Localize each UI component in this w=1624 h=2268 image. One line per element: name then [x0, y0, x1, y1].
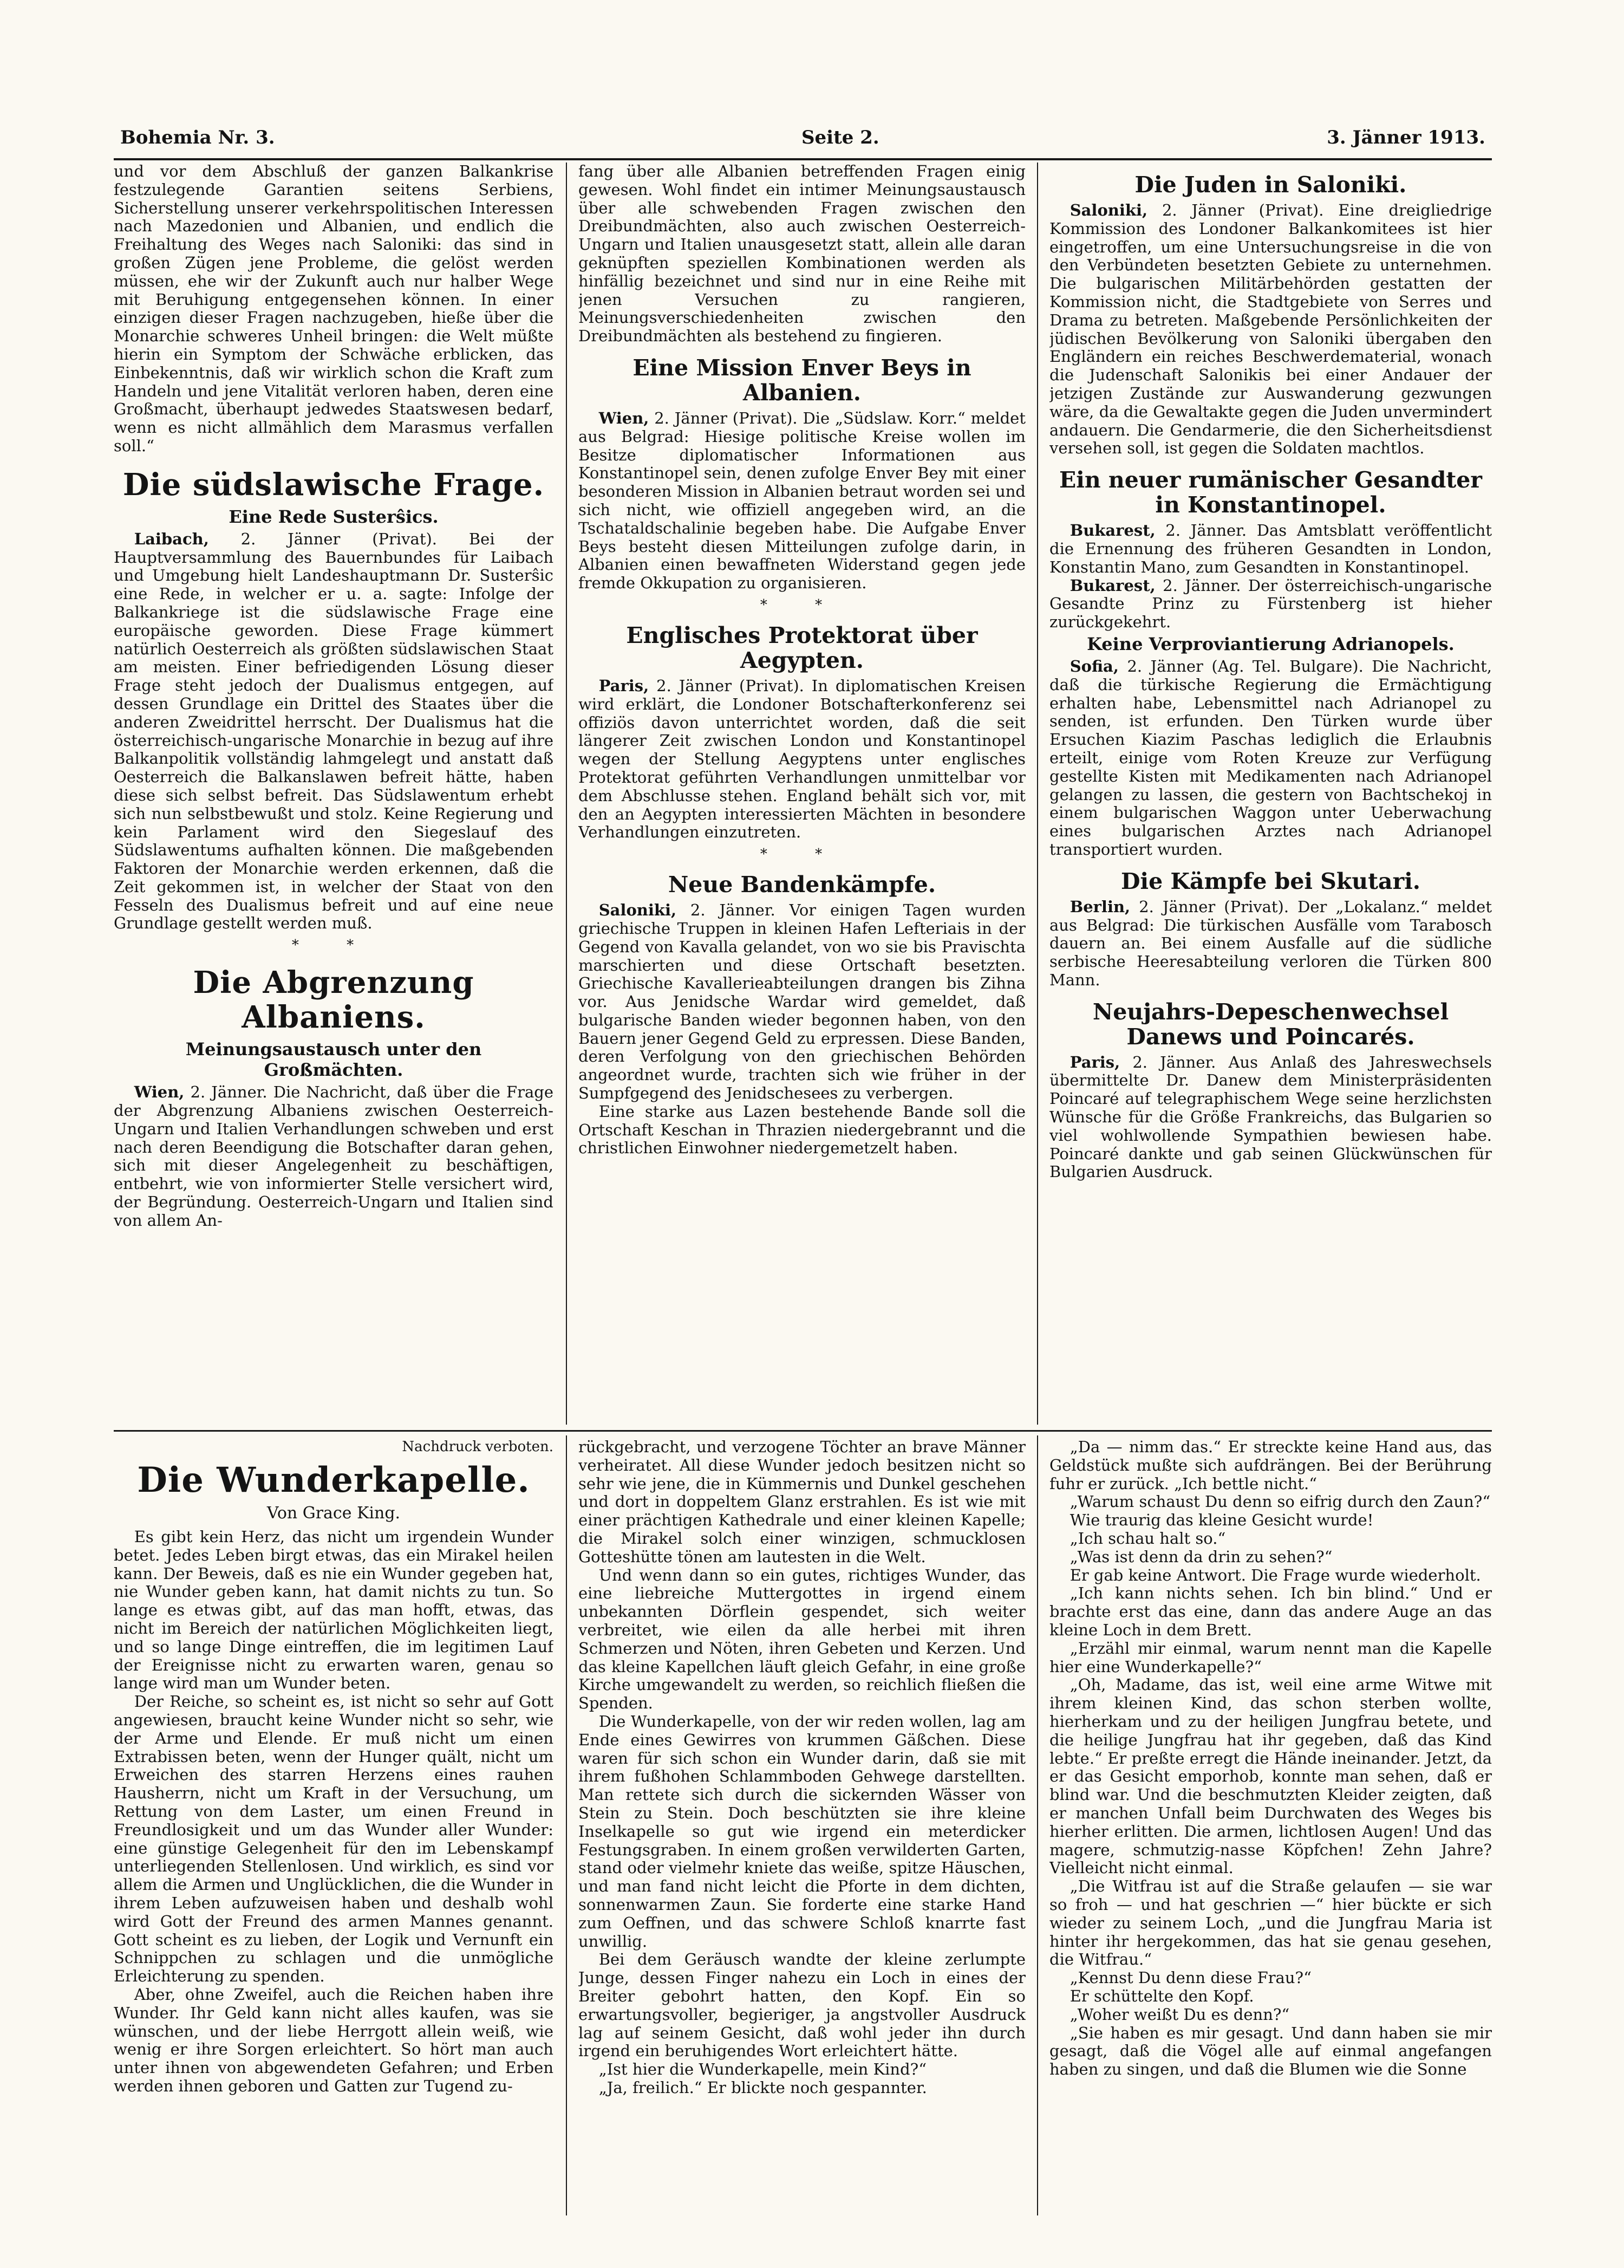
feuilleton-column-1 [114, 1438, 553, 2215]
paragraph-text: 2. Jänner (Privat). Eine dreigliedrige Kommission des Londoner Balkankomitees ist hier eingetroffen, um eine Untersuchungsreise in die von den Verbündeten besetzten Gebiete zu unternehmen. Die bulgarischen Militärbehörden gestatten der Kommission nicht, die Stadtgebiete von Serres und Drama zu betreten. Maßgebende Persönlichkeiten der jüdischen Bevölkerung von Saloniki übergaben den Engländern ein reiches Beschwerdematerial, wonach die Judenschaft Salonikis bei einer Andauer der jetzigen Zustände zur Auswanderung gezwungen wäre, da die Gewaltakte gegen die Juden unvermindert andauern. Die Gendarmerie, die den Sicherheitsdienst versehen soll, ist gegen die Soldaten machtlos. [1049, 201, 1492, 458]
paragraph-text: 2. Jänner (Privat). Der „Lokalanz.“ meldet aus Belgrad: Die türkischen Ausfälle vom Tarabosch dauern an. Bei einem Ausfalle auf die südliche serbische Heeresabteilung verloren die Türken 800 Mann. [1049, 897, 1492, 989]
article-headline: Neue Bandenkämpfe. [668, 872, 936, 898]
article-paragraph [114, 1083, 553, 1230]
story-paragraph: „Ja, freilich.“ Er blickte noch gespannter. [598, 2078, 927, 2097]
story-paragraph: „Da — nimm das.“ Er streckte keine Hand aus, das Geldstück mußte sich aufdrängen. Bei der Berührung fuhr er zurück. „Ich bettle nicht.“ [1049, 1438, 1492, 1493]
story-paragraph: Es gibt kein Herz, das nicht um irgendein Wunder betet. Jedes Leben birgt etwas, das ein Mirakel heilen kann. Der Beweis, daß es nie ein Wunder gegeben hat, nie Wunder geben kann, hat damit nichts zu tun. So lange es etwas gibt, auf das man hofft, etwas, das nicht im Bereich der natürlichen Möglichkeiten liegt, und so lange Dinge eintreffen, die im legitimen Lauf der Ereignisse nicht zu erwarten waren, genau so lange wird man um Wunder beten. [114, 1528, 553, 1693]
story-paragraph: Er schüttelte den Kopf. [1069, 1986, 1254, 2005]
issue-date: 3. Jänner 1913. [1327, 127, 1485, 148]
column-divider [1037, 163, 1038, 1425]
article-paragraph [1049, 1054, 1492, 1182]
paragraph-text: 2. Jänner (Privat). In diplomatischen Kreisen wird erklärt, die Londoner Botschafterkonferenz sei offiziös davon unterrichtet worden, daß die seit längerer Zeit zwischen London und Konstantinopel wegen der Stellung Aegyptens unter englisches Protektorat geführten Verhandlungen unmittelbar vor dem Abschlusse stehen. England behält sich vor, mit den an Aegypten interessierten Mächten in besondere Verhandlungen einzutreten. [578, 676, 1026, 842]
header-rule [114, 158, 1492, 160]
column-divider [566, 163, 567, 1425]
dateline: Bukarest, [1069, 576, 1156, 595]
story-paragraph: „Warum schaust Du denn so eifrig durch den Zaun?“ [1069, 1492, 1491, 1511]
feuilleton-column-2 [578, 1438, 1026, 2215]
section-divider: * * [760, 846, 844, 863]
story-paragraph: „Woher weißt Du es denn?“ [1069, 2005, 1290, 2024]
story-paragraph: „Was ist denn da drin zu sehen?“ [1069, 1547, 1333, 1566]
article-headline: Englisches Protektorat über Aegypten. [626, 622, 978, 673]
dateline: Berlin, [1069, 897, 1131, 916]
article-headline: Die Kämpfe bei Skutari. [1120, 868, 1421, 894]
paragraph-text: 2. Jänner. Die Nachricht, daß über die Frage der Abgrenzung Albaniens zwischen Oesterreich-Ungarn und Italien Verhandlungen schweben und erst nach deren Beendigung die Botschafter daran gehen, sich mit dieser Angelegenheit zu beschäftigen, entbehrt, wie von informierter Stelle versichert wird, der Begründung. Oesterreich-Ungarn und Italien sind von allem An- [114, 1083, 553, 1230]
article-paragraph [1049, 658, 1492, 859]
dateline: Sofia, [1069, 657, 1119, 675]
continued-article-text: fang über alle Albanien betreffenden Fragen einig gewesen. Wohl findet ein intimer Meinungsaustausch über alle schwebenden Fragen zwischen den Dreibundmächten, also auch zwischen Oesterreich-Ungarn und Italien unausgesetzt statt, allein alle daran geknüpften speziellen Kombinationen werden als hinfällig bezeichnet und sind nur in eine Reihe mit jenen Versuchen zu rangieren, Meinungsverschiedenheiten zwischen den Dreibundmächten als bestehend zu fingieren. [578, 163, 1026, 346]
story-paragraph: „Die Witfrau ist auf die Straße gelaufen — sie war so froh — und hat geschrien —“ hier bückte er sich wieder zu seinem Loch, „und die Jungfrau Maria ist hinter ihr hergekommen, das hat sie genau gesehen, die Witfrau.“ [1049, 1877, 1492, 1969]
article-headline: Keine Verproviantierung Adrianopels. [1087, 633, 1455, 654]
paragraph-text: 2. Jänner. Aus Anlaß des Jahreswechsels übermittelte Dr. Danew dem Ministerpräsidenten Poincaré auf telegraphischem Wege seine herzlichsten Wünsche für die Größe Frankreichs, das Bulgarien so viel wohlwollende Sympathien bewiesen habe. Poincaré dankte und gab seinen Glückwünschen für Bulgarien Ausdruck. [1049, 1052, 1492, 1181]
story-paragraph: Er gab keine Antwort. Die Frage wurde wiederholt. [1069, 1565, 1481, 1584]
story-paragraph: Bei dem Geräusch wandte der kleine zerlumpte Junge, dessen Finger nahezu ein Loch in eines der Breiter gebohrt hatten, den Kopf. Ein so erwartungsvoller, begieriger, ja angstvoller Ausdruck lag auf seinem Gesicht, daß wohl jeder ihn durch irgend ein beruhigendes Wort erleichtert hätte. [578, 1950, 1026, 2061]
story-paragraph: „Erzähl mir einmal, warum nennt man die Kapelle hier eine Wunderkapelle?“ [1049, 1639, 1492, 1676]
continued-article-text: und vor dem Abschluß der ganzen Balkankrise festzulegende Garantien seitens Serbiens, Sicherstellung unserer verkehrspolitischen Interessen nach Mazedonien und Albanien, und endlich die Freihaltung des Weges nach Saloniki: das sind in großen Zügen jene Probleme, die gelöst werden müssen, ehe wir der Zukunft auch nur halber Wege mit Beruhigung entgegensehen können. In einer einzigen dieser Fragen nachzugeben, hieße über die Monarchie schweres Unheil bringen: die Welt müßte hierin ein Symptom der Schwäche erblicken, das Einbekenntnis, daß wir wirklich schon die Kraft zum Handeln und jene Vitalität verloren haben, deren eine Großmacht, überhaupt jedwedes Staatswesen bedarf, wenn es nicht allmählich dem Marasmus verfallen soll.“ [114, 163, 553, 455]
dateline: Laibach, [134, 529, 209, 548]
feuilleton-title: Die Wunderkapelle. [137, 1460, 530, 1500]
dateline: Paris, [598, 676, 649, 695]
article-paragraph [1049, 577, 1492, 632]
article-headline: Neujahrs-Depeschenwechsel Danews und Poincarés. [1092, 998, 1449, 1050]
article-headline: Die südslawische Frage. [122, 466, 545, 503]
dateline: Wien, [598, 408, 649, 427]
article-headline: Die Abgrenzung Albaniens. [193, 965, 474, 1036]
article-subheadline: Eine Rede Susterŝics. [229, 506, 439, 527]
article-paragraph [578, 677, 1026, 842]
story-paragraph: Und wenn dann so ein gutes, richtiges Wunder, das eine liebreiche Muttergottes in irgend einem unbekannten Dörflein gespendet, sich weiter verbreitet, wie eilen da alle herbei mit ihren Schmerzen und Nöten, ihren Gebeten und Kerzen. Und das kleine Kapellchen läuft gleich Gefahr, in eine große Kirche umgewandelt zu werden, so reichlich fließen die Spenden. [578, 1565, 1026, 1713]
dateline: Saloniki, [598, 901, 677, 920]
paragraph-text: 2. Jänner (Ag. Tel. Bulgare). Die Nachricht, daß die türkische Regierung die Ermächtigung erhalten habe, Lebensmittel nach Adrianopel zu senden, ist erfunden. Den Türken wurde über Ersuchen Kiazim Paschas lediglich die Erlaubnis erteilt, einige vom Roten Kreuze zur Verfügung gestellte Kisten mit Medikamenten nach Adrianopel gelangen zu lassen, die gestern von Bachtschekoj in einem bulgarischen Waggon unter Ueberwachung eines bulgarischen Arztes nach Adrianopel transportiert wurden. [1049, 657, 1492, 859]
column-divider [566, 1435, 567, 2215]
story-paragraph: „Sie haben es mir gesagt. Und dann haben sie mir gesagt, daß die Vögel alle auf einmal angefangen haben zu singen, und daß die Blumen wie die Sonne [1049, 2023, 1492, 2079]
issue-number: Bohemia Nr. 3. [120, 127, 275, 148]
paragraph-text: 2. Jänner (Privat). Bei der Hauptversammlung des Bauernbundes für Laibach und Umgebung hielt Landeshauptmann Dr. Susterŝic eine Rede, in welcher er u. a. sagte: Infolge der Balkankriege ist die südslawische Frage eine europäische geworden. Diese Frage kümmert natürlich Oesterreich als größten südslawischen Staat am meisten. Einer befriedigenden Lösung dieser Frage steht jedoch der Dualismus entgegen, auf dessen Grundlage ein Drittel des Staates über die anderen Zweidrittel herrscht. Der Dualismus hat die österreichisch-ungarische Monarchie in bezug auf ihre Balkanpolitik vollständig lahmgelegt und anstatt daß Oesterreich die Balkanslawen befreit hätte, haben diese sich selbst befreit. Das Südslawentum erhebt sich nun selbstbewußt und stolz. Keine Regierung und kein Parlament wird den Siegeslauf des Südslawentums aufhalten können. Die maßgebenden Faktoren der Monarchie werden erkennen, daß die Zeit gekommen ist, in welcher der Staat von den Fesseln des Dualismus befreit und auf eine neue Grundlage gestellt werden muß. [114, 529, 553, 933]
feuilleton-rule [114, 1430, 1492, 1432]
article-paragraph: Eine starke aus Lazen bestehende Bande soll die Ortschaft Keschan in Thrazien niedergebrannt und die christlichen Einwohner niedergemetzelt haben. [578, 1102, 1026, 1158]
paragraph-text: 2. Jänner. Vor einigen Tagen wurden griechische Truppen in kleinen Hafen Lefteriais in der Gegend von Kavalla gelandet, von wo sie bis Pravischta marschierten und diese Ortschaft besetzten. Griechische Kavallerieabteilungen drangen bis Zihna vor. Aus Jenidsche Wardar wird gemeldet, daß bulgarische Banden wieder begonnen haben, von den Bauern jener Gegend Geld zu erpressen. Diese Banden, deren Verfolgung von den griechischen Behörden angeordnet wurde, trachten sich wie früher in der Sumpfgegend des Jenidschesees zu verbergen. [578, 901, 1026, 1103]
dateline: Saloniki, [1069, 201, 1148, 219]
column-1 [114, 163, 553, 1425]
feuilleton-column-3 [1049, 1438, 1492, 2215]
column-3 [1049, 163, 1492, 1425]
story-paragraph: „Ist hier die Wunderkapelle, mein Kind?“ [598, 2060, 927, 2079]
article-paragraph [1049, 898, 1492, 990]
article-headline: Eine Mission Enver Beys in Albanien. [632, 354, 971, 406]
story-paragraph: rückgebracht, und verzogene Töchter an brave Männer verheiratet. All diese Wunder jedoch besitzen nicht so sehr wie jene, die in Kümmernis und Dunkel geschehen und dort in doppeltem Glanz erstrahlen. Es ist wie mit einer prächtigen Kathedrale und einer kleinen Kapelle; die Mirakel solch einer winzigen, schmucklosen Gotteshütte tönen am lautesten in die Welt. [578, 1438, 1026, 1566]
paragraph-text: 2. Jänner. Das Amtsblatt veröffentlicht die Ernennung des früheren Gesandten in London, Konstantin Mano, zum Gesandten in Konstantinopel. [1049, 521, 1492, 576]
article-subheadline: Meinungsaustausch unter den Großmächten. [185, 1039, 482, 1081]
article-paragraph [1049, 522, 1492, 576]
column-divider [1037, 1435, 1038, 2215]
article-headline: Ein neuer rumänischer Gesandter in Konstantinopel. [1059, 467, 1482, 518]
column-2 [578, 163, 1026, 1425]
paragraph-text: 2. Jänner (Privat). Die „Südslaw. Korr.“ meldet aus Belgrad: Hiesige politische Kreise wollen im Besitze diplomatischer Informationen aus Konstantinopel sein, denen zufolge Enver Bey mit einer besonderen Mission in Albanien betraut worden sei und sich nicht, wie offiziell angegeben wird, an die Tschataldschalinie begeben habe. Die Aufgabe Enver Beys besteht diesen Mitteilungen zufolge darin, in Albanien einen bewaffneten Widerstand gegen jede fremde Okkupation zu organisieren. [578, 408, 1026, 593]
story-paragraph: „Kennst Du denn diese Frau?“ [1069, 1968, 1312, 1987]
section-divider: * * [760, 596, 844, 613]
dateline: Paris, [1069, 1052, 1120, 1071]
dateline: Wien, [134, 1083, 185, 1102]
running-header [114, 119, 1492, 157]
story-paragraph: Der Reiche, so scheint es, ist nicht so sehr auf Gott angewiesen, braucht keine Wunder nicht so sehr, wie der Arme und Elende. Er muß nicht um einen Extrabissen beten, wenn der Hunger quält, nicht um Erweichen des starren Herzens eines rauhen Hausherrn, nicht um Kraft in der Versuchung, um Rettung von dem Laster, um einen Freund in Freundlosigkeit und um das Wunder aller Wunder: eine günstige Gelegenheit für den im Lebenskampf unterliegenden Stellenlosen. Und wirklich, es sind vor allem die Armen und Unglücklichen, die die Wunder in ihrem Leben aufzuweisen haben und deshalb wohl wird Gott der Freund des armen Mannes genannt. Gott scheint es zu lieben, der Logik und Vernunft ein Schnippchen zu schlagen und die unmögliche Erleichterung zu spenden. [114, 1692, 553, 1986]
story-paragraph: „Ich kann nichts sehen. Ich bin blind.“ Und er brachte erst das eine, dann das andere Auge an das kleine Loch in dem Brett. [1049, 1584, 1492, 1639]
article-paragraph [578, 410, 1026, 593]
dateline: Bukarest, [1069, 521, 1156, 540]
paragraph-text: 2. Jänner. Der österreichisch-ungarische Gesandte Prinz zu Fürstenberg ist hieher zurückgekehrt. [1049, 576, 1492, 632]
section-divider: * * [291, 937, 376, 954]
reprint-notice: Nachdruck verboten. [402, 1439, 553, 1455]
article-paragraph [1049, 202, 1492, 458]
article-paragraph [114, 530, 553, 933]
newspaper-page [114, 108, 1492, 2232]
author-byline: Von Grace King. [266, 1504, 401, 1523]
article-headline: Die Juden in Saloniki. [1134, 172, 1407, 198]
page-number: Seite 2. [801, 127, 879, 148]
story-paragraph: Die Wunderkapelle, von der wir reden wollen, lag am Ende eines Gewirres von krummen Gäßchen. Diese waren für sich schon ein Wunder darin, daß sie mit ihrem fußhohen Schlammboden Gehwege darstellten. Man rettete sich durch die sickernden Wässer von Stein zu Stein. Doch beschützten sie ihre kleine Inselkapelle so gut wie irgend ein meterdicker Festungsgraben. In einem großen verwilderten Garten, stand oder vielmehr kniete das weiße, spitze Häuschen, und man fand nicht leicht die Pforte in dem dichten, sonnenwarmen Zaun. Sie forderte eine starke Hand zum Oeffnen, und das schwere Schloß knarrte fast unwillig. [578, 1712, 1026, 1951]
story-paragraph: Aber, ohne Zweifel, auch die Reichen haben ihre Wunder. Ihr Geld kann nicht alles kaufen, was sie wünschen, und der liebe Herrgott allein weiß, wie wenig er ihre Sorgen erleichtert. So hört man auch unter ihnen von abgewendeten Gefahren; und Erben werden ihnen geboren und Gatten zur Tugend zu- [114, 1985, 553, 2095]
story-paragraph: „Ich schau halt so.“ [1069, 1529, 1226, 1548]
article-paragraph [578, 901, 1026, 1103]
story-paragraph: Wie traurig das kleine Gesicht wurde! [1069, 1511, 1374, 1530]
story-paragraph: „Oh, Madame, das ist, weil eine arme Witwe mit ihrem kleinen Kind, das schon sterben wollte, hierherkam und zu der heiligen Jungfrau betete, und die heilige Jungfrau hat ihr gegeben, daß das Kind lebte.“ Er preßte erregt die Hände ineinander. Jetzt, da er das Gesicht emporhob, konnte man sehen, daß er blind war. Und die beschmutzten Kleider zeigten, daß er manchen Unfall beim Durchwaten des Weges bis hierher erlitten. Die armen, lichtlosen Augen! Und das magere, schmutzig-nasse Köpfchen! Zehn Jahre? Vielleicht nicht einmal. [1049, 1675, 1492, 1877]
